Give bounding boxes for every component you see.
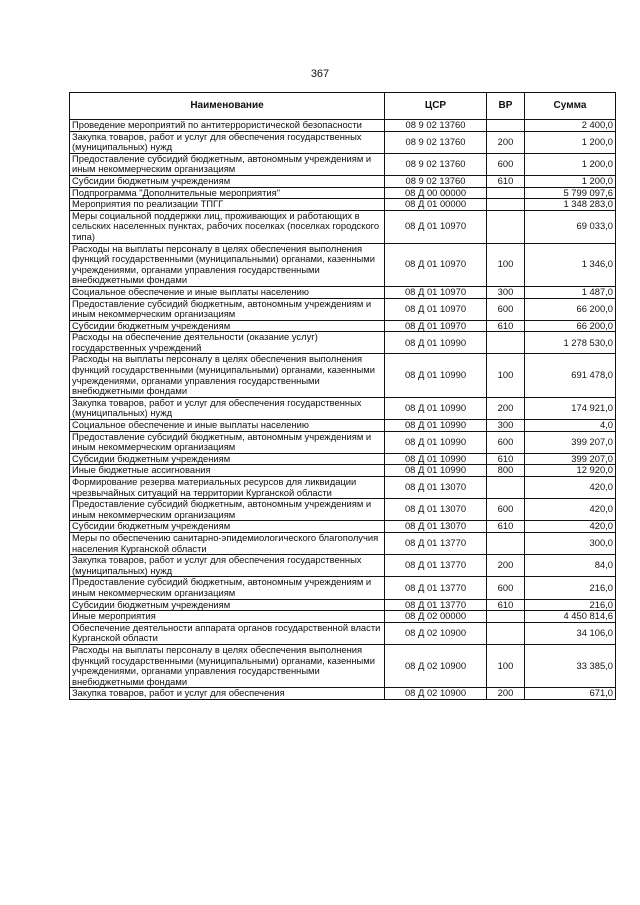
cell-name: Субсидии бюджетным учреждениям xyxy=(70,599,385,611)
cell-sum: 420,0 xyxy=(525,499,616,521)
cell-sum: 34 106,0 xyxy=(525,622,616,644)
cell-csr: 08 Д 01 10990 xyxy=(385,420,487,432)
cell-vr: 200 xyxy=(487,131,525,153)
cell-vr xyxy=(487,187,525,199)
table-row xyxy=(70,175,616,187)
cell-csr: 08 Д 01 10990 xyxy=(385,431,487,453)
page-number: 367 xyxy=(310,68,330,80)
cell-name: Расходы на выплаты персоналу в целях обеспечения выполнения функций государственными (муниципальными) органами, казенными учреждениями, органами управления государственными внебюджетными фондами xyxy=(70,644,385,687)
cell-name: Закупка товаров, работ и услуг для обеспечения государственных (муниципальных) нужд xyxy=(70,555,385,577)
cell-name: Социальное обеспечение и иные выплаты населению xyxy=(70,420,385,432)
table-row xyxy=(70,477,616,499)
cell-name: Субсидии бюджетным учреждениям xyxy=(70,175,385,187)
cell-name: Обеспечение деятельности аппарата органов государственной власти Курганской области xyxy=(70,622,385,644)
table-header-row xyxy=(70,93,616,120)
cell-name: Проведение мероприятий по антитеррористической безопасности xyxy=(70,120,385,132)
cell-vr: 100 xyxy=(487,243,525,286)
cell-sum: 1 200,0 xyxy=(525,131,616,153)
table-row xyxy=(70,199,616,211)
header-name: Наименование xyxy=(70,93,385,120)
cell-sum: 69 033,0 xyxy=(525,210,616,243)
cell-csr: 08 Д 01 13770 xyxy=(385,599,487,611)
cell-csr: 08 Д 02 00000 xyxy=(385,611,487,623)
cell-sum: 420,0 xyxy=(525,521,616,533)
cell-sum: 399 207,0 xyxy=(525,431,616,453)
cell-name: Предоставление субсидий бюджетным, автономным учреждениям и иным некоммерческим организациям xyxy=(70,499,385,521)
budget-table xyxy=(69,92,616,700)
cell-csr: 08 Д 01 10990 xyxy=(385,397,487,419)
cell-sum: 5 799 097,6 xyxy=(525,187,616,199)
table-row xyxy=(70,453,616,465)
table-row xyxy=(70,431,616,453)
cell-vr xyxy=(487,622,525,644)
cell-vr: 300 xyxy=(487,286,525,298)
cell-csr: 08 9 02 13760 xyxy=(385,131,487,153)
cell-csr: 08 Д 01 13770 xyxy=(385,555,487,577)
cell-name: Расходы на выплаты персоналу в целях обеспечения выполнения функций государственными (муниципальными) органами, казенными учреждениями, органами управления государственными внебюджетными фондами xyxy=(70,243,385,286)
cell-csr: 08 Д 02 10900 xyxy=(385,622,487,644)
cell-sum: 691 478,0 xyxy=(525,354,616,397)
cell-sum: 1 200,0 xyxy=(525,153,616,175)
table-row xyxy=(70,577,616,599)
cell-csr: 08 Д 01 10990 xyxy=(385,465,487,477)
cell-csr: 08 9 02 13760 xyxy=(385,120,487,132)
cell-csr: 08 9 02 13760 xyxy=(385,153,487,175)
table-row xyxy=(70,286,616,298)
cell-vr xyxy=(487,611,525,623)
table-row xyxy=(70,599,616,611)
cell-name: Закупка товаров, работ и услуг для обеспечения xyxy=(70,688,385,700)
table-row xyxy=(70,555,616,577)
cell-vr: 600 xyxy=(487,153,525,175)
table-row xyxy=(70,465,616,477)
table-row xyxy=(70,210,616,243)
cell-sum: 1 278 530,0 xyxy=(525,332,616,354)
table-row xyxy=(70,187,616,199)
cell-name: Субсидии бюджетным учреждениям xyxy=(70,453,385,465)
cell-sum: 671,0 xyxy=(525,688,616,700)
cell-sum: 300,0 xyxy=(525,532,616,554)
cell-csr: 08 Д 01 10970 xyxy=(385,210,487,243)
table-row xyxy=(70,298,616,320)
cell-sum: 420,0 xyxy=(525,477,616,499)
cell-name: Расходы на обеспечение деятельности (оказание услуг) государственных учреждений xyxy=(70,332,385,354)
cell-vr: 610 xyxy=(487,453,525,465)
cell-csr: 08 Д 00 00000 xyxy=(385,187,487,199)
cell-vr: 610 xyxy=(487,521,525,533)
table-row xyxy=(70,120,616,132)
cell-vr xyxy=(487,532,525,554)
cell-sum: 33 385,0 xyxy=(525,644,616,687)
cell-vr: 200 xyxy=(487,397,525,419)
cell-sum: 66 200,0 xyxy=(525,320,616,332)
cell-name: Меры социальной поддержки лиц, проживающих и работающих в сельских населенных пунктах, рабочих поселках (поселках городского типа) xyxy=(70,210,385,243)
cell-vr xyxy=(487,477,525,499)
cell-sum: 12 920,0 xyxy=(525,465,616,477)
table-row xyxy=(70,243,616,286)
table-row xyxy=(70,499,616,521)
cell-sum: 2 400,0 xyxy=(525,120,616,132)
cell-name: Субсидии бюджетным учреждениям xyxy=(70,521,385,533)
cell-vr: 100 xyxy=(487,644,525,687)
cell-csr: 08 Д 01 10990 xyxy=(385,354,487,397)
cell-csr: 08 Д 01 13070 xyxy=(385,499,487,521)
cell-csr: 08 Д 01 10970 xyxy=(385,286,487,298)
cell-vr xyxy=(487,332,525,354)
cell-csr: 08 9 02 13760 xyxy=(385,175,487,187)
header-vr: ВР xyxy=(487,93,525,120)
table-body xyxy=(70,120,616,700)
table-row xyxy=(70,420,616,432)
table-row xyxy=(70,622,616,644)
cell-vr: 200 xyxy=(487,555,525,577)
cell-sum: 1 346,0 xyxy=(525,243,616,286)
table-row xyxy=(70,611,616,623)
table-row xyxy=(70,131,616,153)
cell-sum: 84,0 xyxy=(525,555,616,577)
cell-name: Меры по обеспечению санитарно-эпидемиологического благополучия населения Курганской области xyxy=(70,532,385,554)
table-row xyxy=(70,332,616,354)
cell-csr: 08 Д 01 13070 xyxy=(385,521,487,533)
cell-vr xyxy=(487,199,525,211)
cell-csr: 08 Д 01 13770 xyxy=(385,577,487,599)
cell-vr: 200 xyxy=(487,688,525,700)
cell-name: Закупка товаров, работ и услуг для обеспечения государственных (муниципальных) нужд xyxy=(70,397,385,419)
cell-vr: 800 xyxy=(487,465,525,477)
cell-csr: 08 Д 02 10900 xyxy=(385,688,487,700)
cell-name: Подпрограмма "Дополнительные мероприятия" xyxy=(70,187,385,199)
cell-sum: 216,0 xyxy=(525,577,616,599)
cell-name: Предоставление субсидий бюджетным, автономным учреждениям и иным некоммерческим организациям xyxy=(70,153,385,175)
cell-vr: 600 xyxy=(487,577,525,599)
cell-name: Формирование резерва материальных ресурсов для ликвидации чрезвычайных ситуаций на территории Курганской области xyxy=(70,477,385,499)
cell-csr: 08 Д 01 13770 xyxy=(385,532,487,554)
cell-sum: 1 487,0 xyxy=(525,286,616,298)
cell-name: Иные бюджетные ассигнования xyxy=(70,465,385,477)
table-row xyxy=(70,532,616,554)
cell-csr: 08 Д 01 10970 xyxy=(385,298,487,320)
table-row xyxy=(70,644,616,687)
table-row xyxy=(70,521,616,533)
cell-csr: 08 Д 01 10990 xyxy=(385,453,487,465)
cell-csr: 08 Д 02 10900 xyxy=(385,644,487,687)
cell-vr: 610 xyxy=(487,175,525,187)
cell-name: Предоставление субсидий бюджетным, автономным учреждениям и иным некоммерческим организациям xyxy=(70,577,385,599)
table-row xyxy=(70,320,616,332)
cell-sum: 4,0 xyxy=(525,420,616,432)
cell-vr: 100 xyxy=(487,354,525,397)
cell-name: Расходы на выплаты персоналу в целях обеспечения выполнения функций государственными (муниципальными) органами, казенными учреждениями, органами управления государственными внебюджетными фондами xyxy=(70,354,385,397)
cell-name: Мероприятия по реализации ТПГГ xyxy=(70,199,385,211)
cell-sum: 216,0 xyxy=(525,599,616,611)
cell-vr: 600 xyxy=(487,499,525,521)
cell-vr: 610 xyxy=(487,320,525,332)
cell-vr xyxy=(487,210,525,243)
cell-vr: 600 xyxy=(487,431,525,453)
table-row xyxy=(70,688,616,700)
cell-vr: 600 xyxy=(487,298,525,320)
table-row xyxy=(70,397,616,419)
cell-vr: 300 xyxy=(487,420,525,432)
table-row xyxy=(70,354,616,397)
cell-name: Предоставление субсидий бюджетным, автономным учреждениям и иным некоммерческим организациям xyxy=(70,431,385,453)
cell-vr xyxy=(487,120,525,132)
table-row xyxy=(70,153,616,175)
cell-csr: 08 Д 01 10970 xyxy=(385,320,487,332)
cell-csr: 08 Д 01 10970 xyxy=(385,243,487,286)
cell-name: Закупка товаров, работ и услуг для обеспечения государственных (муниципальных) нужд xyxy=(70,131,385,153)
cell-sum: 4 450 814,6 xyxy=(525,611,616,623)
cell-vr: 610 xyxy=(487,599,525,611)
header-sum: Сумма xyxy=(525,93,616,120)
cell-name: Иные мероприятия xyxy=(70,611,385,623)
cell-name: Социальное обеспечение и иные выплаты населению xyxy=(70,286,385,298)
cell-sum: 66 200,0 xyxy=(525,298,616,320)
cell-sum: 399 207,0 xyxy=(525,453,616,465)
header-csr: ЦСР xyxy=(385,93,487,120)
cell-name: Субсидии бюджетным учреждениям xyxy=(70,320,385,332)
cell-csr: 08 Д 01 10990 xyxy=(385,332,487,354)
cell-sum: 174 921,0 xyxy=(525,397,616,419)
cell-csr: 08 Д 01 00000 xyxy=(385,199,487,211)
cell-csr: 08 Д 01 13070 xyxy=(385,477,487,499)
cell-sum: 1 348 283,0 xyxy=(525,199,616,211)
cell-name: Предоставление субсидий бюджетным, автономным учреждениям и иным некоммерческим организациям xyxy=(70,298,385,320)
cell-sum: 1 200,0 xyxy=(525,175,616,187)
